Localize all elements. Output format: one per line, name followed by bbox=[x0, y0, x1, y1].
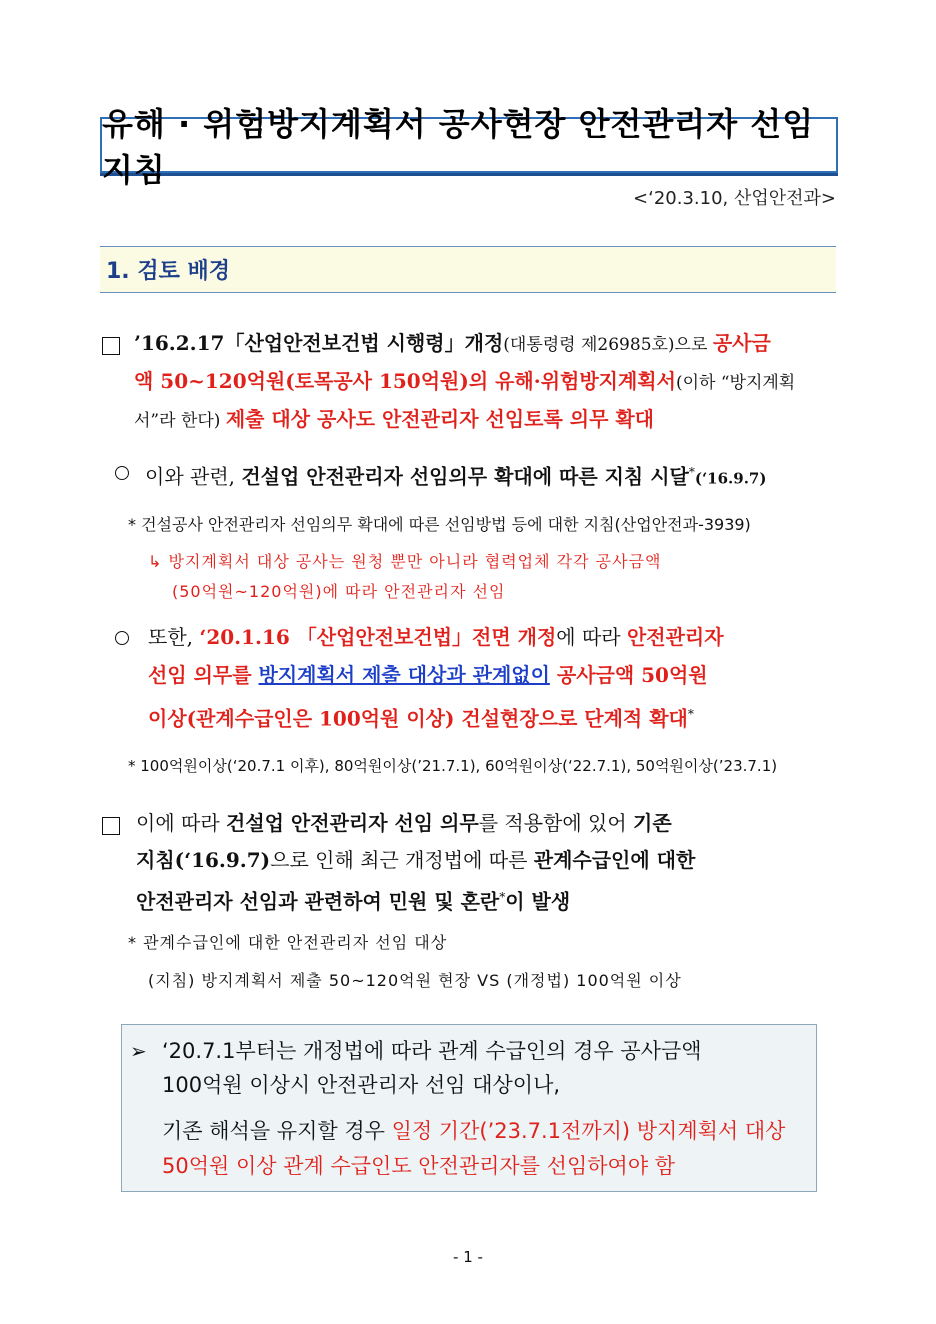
b2-line-3 bbox=[148, 696, 694, 737]
date-line: <‘20.3.10, 산업안전과> bbox=[633, 188, 836, 209]
p1-line-3 bbox=[134, 401, 654, 439]
bullet-circle-icon bbox=[115, 631, 129, 645]
checkbox-square-icon bbox=[102, 337, 120, 355]
b2-text: 또한, bbox=[148, 625, 200, 649]
b2-text: 이상(관계수급인은 100억원 이상) 건설현장으로 단계적 확대 bbox=[148, 706, 688, 731]
p1-text: 제출 대상 공사도 안전관리자 선임토록 의무 확대 bbox=[225, 407, 655, 431]
p1-text: 액 50~120억원(토목공사 150억원)의 유해·위험방지계획서 bbox=[134, 369, 676, 393]
p1-text: (대통령령 제26985호)으로 bbox=[503, 335, 713, 355]
callout-line-4: 50억원 이상 관계 수급인도 안전관리자를 선임하여야 함 bbox=[162, 1154, 676, 1178]
n3-line-2: (지침) 방지계획서 제출 50~120억원 현장 VS (개정법) 100억원 이상 bbox=[148, 971, 682, 990]
b2-text: ‘20.1.16 「산업안전보건법」전면 개정 bbox=[199, 625, 557, 649]
p2-text: 관계수급인에 대한 bbox=[533, 848, 696, 872]
p2-text: 으로 인해 최근 개정법에 따른 bbox=[270, 848, 534, 872]
callout-text: 일정 기간(’23.7.1전까지) 방지계획서 대상 bbox=[391, 1119, 786, 1143]
p1-line-2 bbox=[134, 363, 795, 401]
callout-text: 기존 해석을 유지할 경우 bbox=[162, 1119, 392, 1143]
p1-text: (이하 “방지계획 bbox=[675, 373, 796, 393]
b1-text: 건설업 안전관리자 선임의무 확대에 따른 지침 시달 bbox=[241, 464, 689, 489]
p1-text: 공사금 bbox=[712, 331, 771, 355]
b1-line bbox=[145, 454, 766, 497]
p2-text: 를 적용함에 있어 bbox=[478, 811, 634, 835]
document-title: 유해 · 위험방지계획서 공사현장 안전관리자 선임 지침 bbox=[102, 105, 815, 189]
callout-line-2: 100억원 이상시 안전관리자 선임 대상이나, bbox=[162, 1073, 561, 1097]
p2-text: 안전관리자 선임과 관련하여 민원 및 혼란 bbox=[136, 889, 500, 914]
n3-line-1: * 관계수급인에 대한 안전관리자 선임 대상 bbox=[128, 933, 448, 952]
summary-callout bbox=[121, 1024, 817, 1192]
p2-line-3 bbox=[136, 879, 570, 920]
n1-line-3: (50억원~120억원)에 따라 안전관리자 선임 bbox=[172, 582, 506, 601]
n1-line-1: * 건설공사 안전관리자 선임의무 확대에 따른 선임방법 등에 대한 지침(산업안전과-3939) bbox=[128, 515, 751, 534]
b2-text: 에 따라 bbox=[556, 625, 627, 649]
footnote-mark: * bbox=[688, 465, 695, 479]
p1-line-1 bbox=[134, 325, 771, 363]
n1-line-2: ↳ 방지계획서 대상 공사는 원청 뿐만 아니라 협력업체 각각 공사금액 bbox=[148, 552, 662, 571]
p1-text: 서”라 한다) bbox=[134, 411, 226, 431]
arrow-bullet-icon: ➢ bbox=[130, 1039, 147, 1063]
b2-text: 공사금액 50억원 bbox=[549, 663, 708, 687]
p2-text: 건설업 안전관리자 선임 의무 bbox=[226, 811, 479, 835]
b2-line-2 bbox=[148, 657, 708, 693]
footnote-mark: * bbox=[687, 707, 694, 721]
b2-text: 선임 의무를 bbox=[148, 663, 259, 687]
b2-text: 안전관리자 bbox=[626, 625, 724, 649]
p2-text: 기존 bbox=[633, 811, 672, 835]
b2-line-1 bbox=[148, 619, 724, 655]
p2-text: 지침(‘16.9.7) bbox=[136, 848, 271, 872]
section-heading: 1. 검토 배경 bbox=[106, 259, 230, 284]
b2-text: 방지계획서 제출 대상과 관계없이 bbox=[258, 663, 550, 687]
checkbox-square-icon bbox=[102, 817, 120, 835]
b1-text: (‘16.9.7) bbox=[694, 469, 767, 488]
b1-text: 이와 관련, bbox=[145, 464, 242, 489]
p2-text: 이 발생 bbox=[505, 889, 571, 914]
callout-line-3 bbox=[162, 1113, 785, 1149]
footnote-mark: * bbox=[499, 890, 506, 904]
section-heading-box bbox=[100, 246, 836, 293]
n2-line: * 100억원이상(‘20.7.1 이후), 80억원이상(’21.7.1), 60억원이상(‘22.7.1), 50억원이상(’23.7.1) bbox=[128, 757, 778, 775]
p2-line-2 bbox=[136, 842, 695, 878]
document-title-box bbox=[100, 105, 838, 189]
bullet-circle-icon bbox=[115, 466, 129, 480]
callout-line-1: ‘20.7.1부터는 개정법에 따라 관계 수급인의 경우 공사금액 bbox=[162, 1039, 702, 1063]
page-number: - 1 - bbox=[453, 1248, 483, 1266]
p1-text: ’16.2.17「산업안전보건법 시행령」개정 bbox=[134, 331, 504, 355]
p2-text: 이에 따라 bbox=[136, 811, 226, 835]
p2-line-1 bbox=[136, 805, 672, 841]
